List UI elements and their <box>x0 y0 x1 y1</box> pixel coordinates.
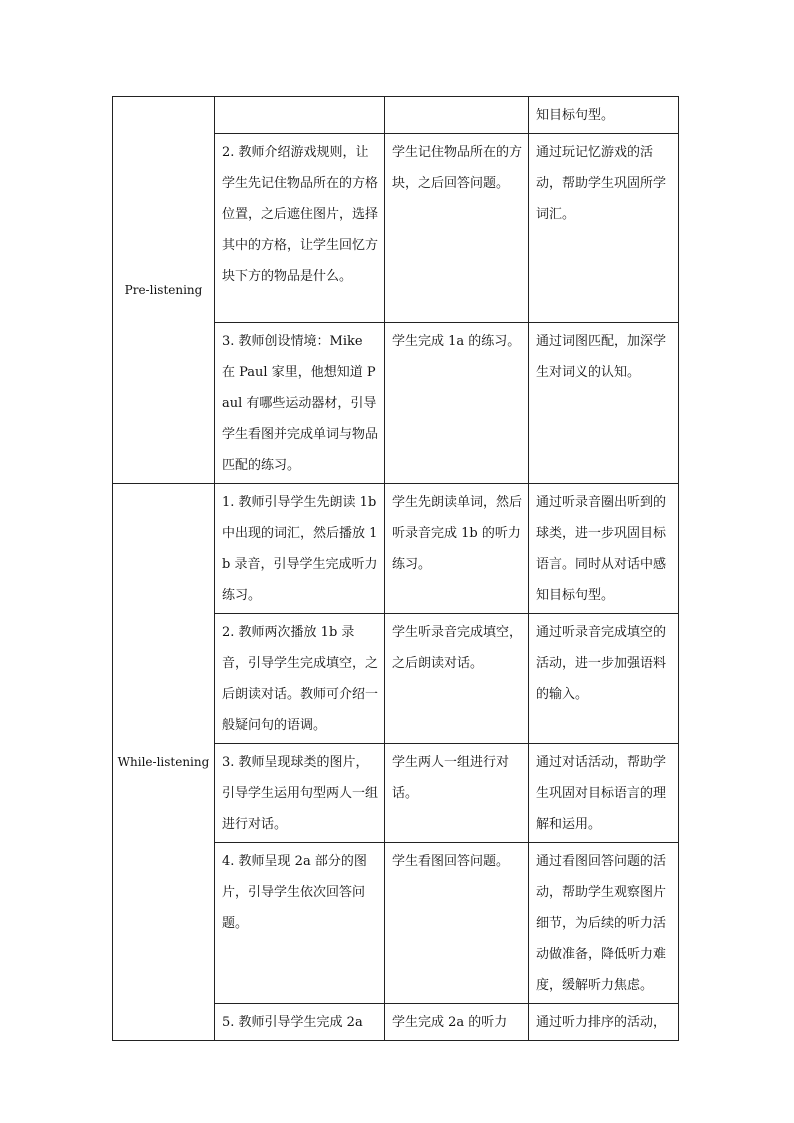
purpose-cell: 通过听力排序的活动， <box>529 1004 679 1041</box>
purpose-cell: 知目标句型。 <box>529 97 679 134</box>
student-activity-cell: 学生完成 1a 的练习。 <box>385 323 529 484</box>
teacher-activity-cell: 3. 教师创设情境：Mike 在 Paul 家里，他想知道 Paul 有哪些运动器材，引导学生看图并完成单词与物品匹配的练习。 <box>215 323 385 484</box>
student-activity-cell: 学生两人一组进行对话。 <box>385 744 529 843</box>
teacher-activity-cell: 5. 教师引导学生完成 2a <box>215 1004 385 1041</box>
student-activity-cell: 学生看图回答问题。 <box>385 843 529 1004</box>
stage-cell-pre-listening: Pre-listening <box>113 97 215 484</box>
teacher-activity-cell <box>215 97 385 134</box>
student-activity-cell: 学生听录音完成填空，之后朗读对话。 <box>385 614 529 744</box>
teacher-activity-cell: 1. 教师引导学生先朗读 1b 中出现的词汇，然后播放 1b 录音，引导学生完成听力练习。 <box>215 484 385 614</box>
student-activity-cell <box>385 97 529 134</box>
table-row <box>113 484 679 614</box>
teacher-activity-cell: 2. 教师两次播放 1b 录音，引导学生完成填空，之后朗读对话。教师可介绍一般疑问句的语调。 <box>215 614 385 744</box>
student-activity-cell: 学生完成 2a 的听力 <box>385 1004 529 1041</box>
lesson-plan-table <box>112 96 679 1041</box>
student-activity-cell: 学生记住物品所在的方块，之后回答问题。 <box>385 134 529 323</box>
purpose-cell: 通过词图匹配，加深学生对词义的认知。 <box>529 323 679 484</box>
purpose-cell: 通过玩记忆游戏的活动，帮助学生巩固所学词汇。 <box>529 134 679 323</box>
purpose-cell: 通过对话活动，帮助学生巩固对目标语言的理解和运用。 <box>529 744 679 843</box>
teacher-activity-cell: 4. 教师呈现 2a 部分的图片，引导学生依次回答问题。 <box>215 843 385 1004</box>
purpose-cell: 通过听录音圈出听到的球类，进一步巩固目标语言。同时从对话中感知目标句型。 <box>529 484 679 614</box>
table-row <box>113 97 679 134</box>
stage-cell-while-listening: While-listening <box>113 484 215 1041</box>
teacher-activity-cell: 2. 教师介绍游戏规则，让学生先记住物品所在的方格位置，之后遮住图片，选择其中的方格，让学生回忆方块下方的物品是什么。 <box>215 134 385 323</box>
teacher-activity-cell: 3. 教师呈现球类的图片，引导学生运用句型两人一组进行对话。 <box>215 744 385 843</box>
purpose-cell: 通过听录音完成填空的活动，进一步加强语料的输入。 <box>529 614 679 744</box>
student-activity-cell: 学生先朗读单词，然后听录音完成 1b 的听力练习。 <box>385 484 529 614</box>
purpose-cell: 通过看图回答问题的活动，帮助学生观察图片细节，为后续的听力活动做准备，降低听力难度，缓解听力焦虑。 <box>529 843 679 1004</box>
